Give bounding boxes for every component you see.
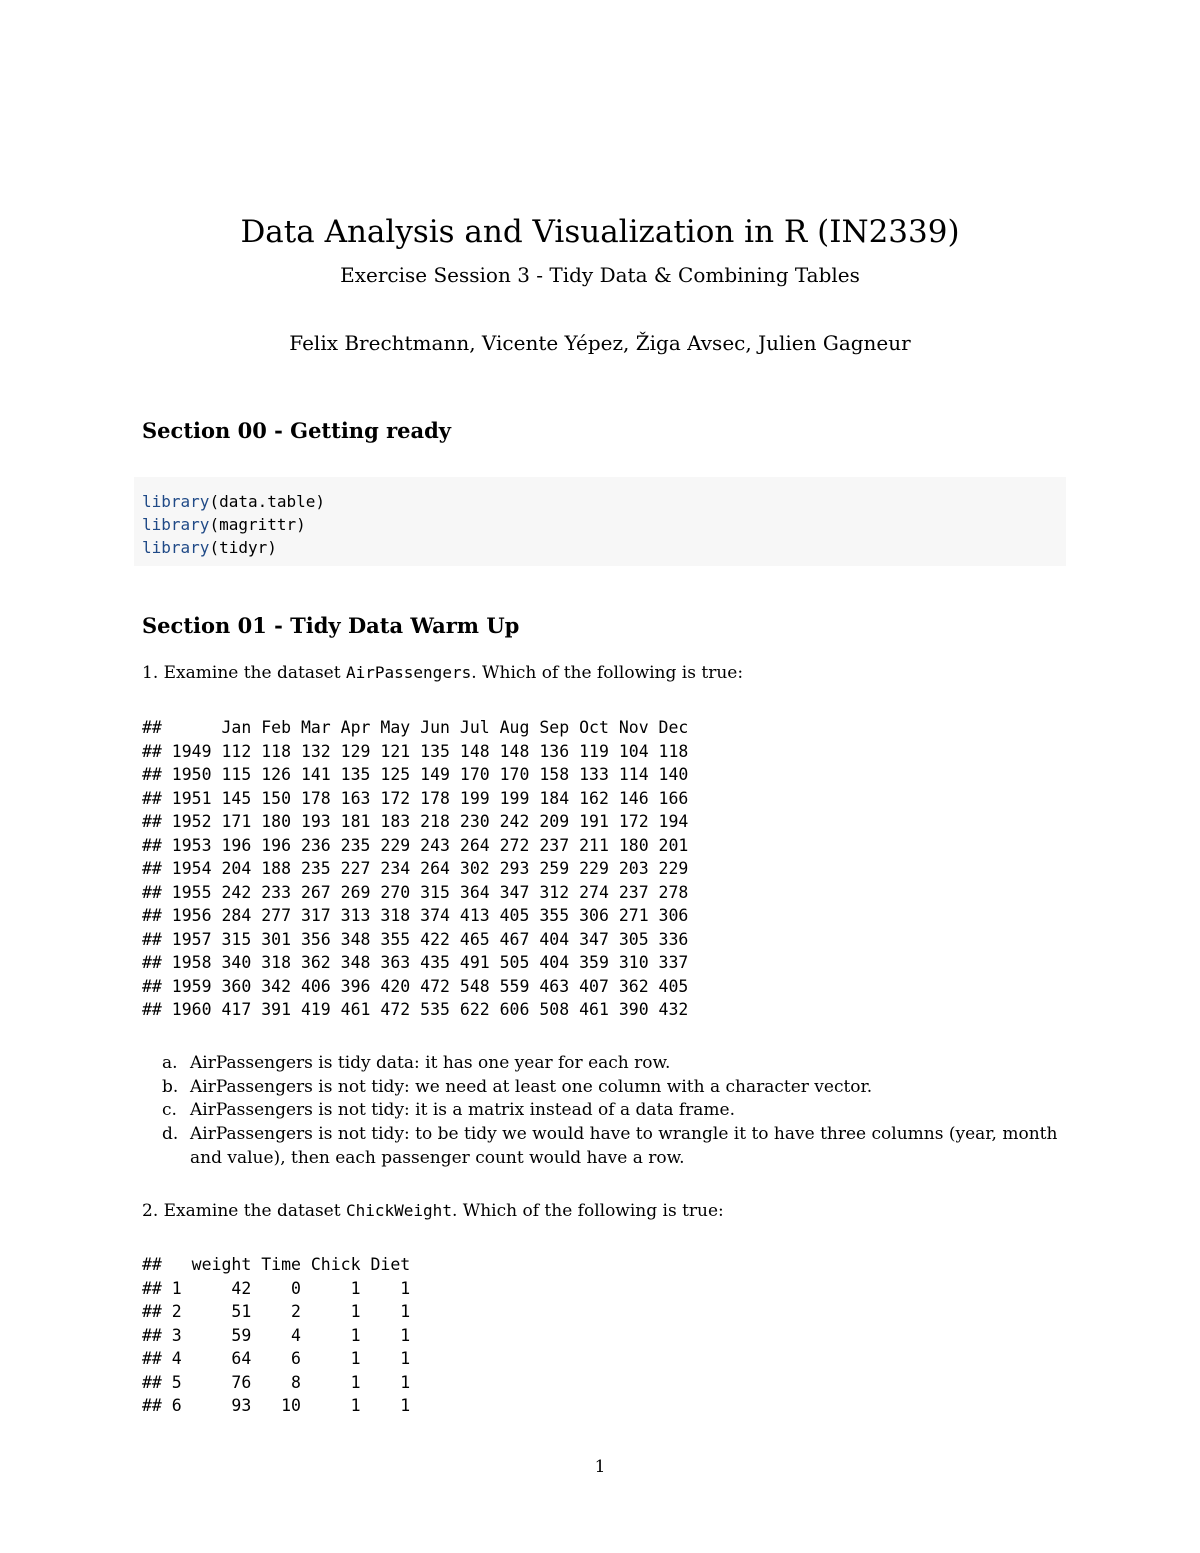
question-2-dataset: ChickWeight (345, 1201, 452, 1220)
output-line: ## 1949 112 118 132 129 121 135 148 148 136 119 104 118 (142, 741, 689, 761)
output-line: ## 1959 360 342 406 396 420 472 548 559 463 407 362 405 (142, 976, 689, 996)
output-line: ## Jan Feb Mar Apr May Jun Jul Aug Sep Oct Nov Dec (142, 718, 689, 737)
output-line: ## 1951 145 150 178 163 172 178 199 199 184 162 146 166 (142, 788, 689, 808)
answer-option-b (162, 1075, 1067, 1099)
code-argument: (tidyr) (209, 538, 277, 557)
code-line (142, 490, 325, 513)
option-text: AirPassengers is tidy data: it has one year for each row. (190, 1053, 671, 1073)
output-line: ## 1960 417 391 419 461 472 535 622 606 508 461 390 432 (142, 1000, 689, 1019)
code-argument: (magrittr) (209, 515, 306, 534)
output-line: ## 5 76 8 1 1 (142, 1372, 411, 1392)
answer-option-c (162, 1098, 1067, 1122)
output-line: ## 1957 315 301 356 348 355 422 465 467 404 347 305 336 (142, 929, 689, 949)
code-block (134, 477, 1066, 566)
question-1-dataset: AirPassengers (345, 663, 472, 682)
code-function: library (142, 492, 210, 511)
output-line: ## 1954 204 188 235 227 234 264 302 293 259 229 203 229 (142, 859, 689, 878)
airpassengers-output (142, 716, 688, 1022)
option-text: AirPassengers is not tidy: it is a matrix instead of a data frame. (190, 1100, 736, 1120)
question-2-suffix: . Which of the following is true: (451, 1201, 724, 1221)
code-line (142, 513, 306, 536)
answer-option-d (162, 1122, 1067, 1170)
question-2 (142, 1199, 724, 1223)
output-line: ## 1952 171 180 193 181 183 218 230 242 209 191 172 194 (142, 812, 689, 831)
option-letter: c. (162, 1100, 177, 1120)
page-number: 1 (594, 1457, 606, 1477)
document-subtitle: Exercise Session 3 - Tidy Data & Combining Tables (340, 263, 860, 287)
question-1 (142, 661, 743, 685)
output-line: ## 1953 196 196 236 235 229 243 264 272 237 211 180 201 (142, 835, 689, 855)
question-1-prefix: 1. Examine the dataset (142, 663, 346, 683)
option-letter: d. (162, 1124, 179, 1144)
option-letter: a. (162, 1053, 178, 1073)
section-00-heading: Section 00 - Getting ready (142, 418, 451, 443)
output-line: ## weight Time Chick Diet (142, 1255, 411, 1274)
chickweight-output (142, 1253, 410, 1418)
option-text: AirPassengers is not tidy: we need at least one column with a character vector. (190, 1077, 873, 1097)
output-line: ## 1956 284 277 317 313 318 374 413 405 355 306 271 306 (142, 906, 689, 925)
output-line: ## 3 59 4 1 1 (142, 1325, 411, 1345)
output-line: ## 1950 115 126 141 135 125 149 170 170 158 133 114 140 (142, 765, 689, 784)
option-letter: b. (162, 1077, 179, 1097)
document-title: Data Analysis and Visualization in R (IN2339) (240, 214, 960, 250)
output-line: ## 6 93 10 1 1 (142, 1396, 411, 1415)
document-authors: Felix Brechtmann, Vicente Yépez, Žiga Avsec, Julien Gagneur (289, 331, 911, 355)
question-2-prefix: 2. Examine the dataset (142, 1201, 346, 1221)
code-function: library (142, 538, 210, 557)
output-line: ## 2 51 2 1 1 (142, 1302, 411, 1321)
output-line: ## 1955 242 233 267 269 270 315 364 347 312 274 237 278 (142, 882, 689, 902)
section-01-heading: Section 01 - Tidy Data Warm Up (142, 613, 520, 638)
code-line (142, 536, 277, 559)
output-line: ## 4 64 6 1 1 (142, 1349, 411, 1368)
answer-option-a (162, 1051, 1067, 1075)
output-line: ## 1958 340 318 362 348 363 435 491 505 404 359 310 337 (142, 953, 689, 972)
code-argument: (data.table) (209, 492, 326, 511)
option-text: AirPassengers is not tidy: to be tidy we would have to wrangle it to have three columns (year, month and value), then each passenger count would have a row. (190, 1124, 1058, 1168)
code-function: library (142, 515, 210, 534)
output-line: ## 1 42 0 1 1 (142, 1278, 411, 1298)
question-1-suffix: . Which of the following is true: (471, 663, 744, 683)
